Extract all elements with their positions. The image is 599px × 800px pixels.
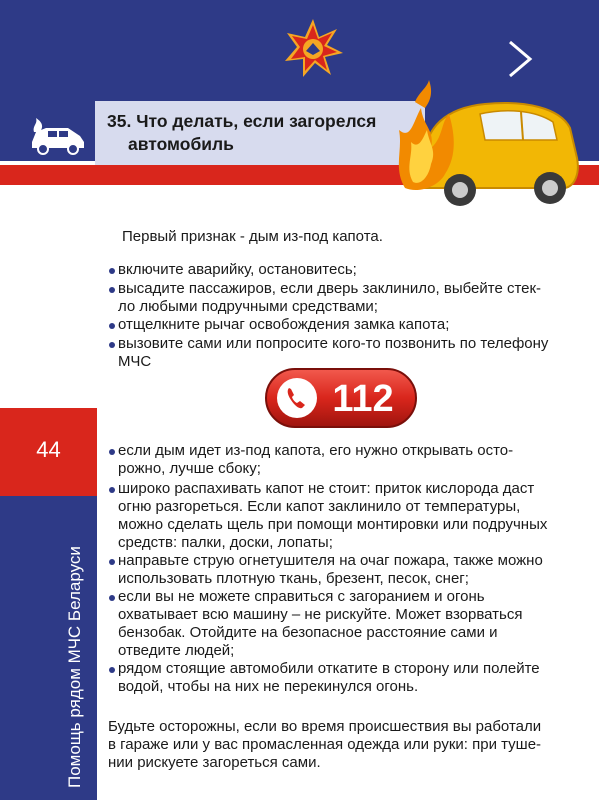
title-box (95, 101, 425, 165)
bullet-icon (109, 268, 115, 274)
list-item-continuation: средств: палки, доски, лопаты; (118, 534, 333, 551)
list-item-continuation: водой, чтобы на них не перекинулся огонь. (118, 678, 419, 695)
page-title-line2: автомобиль (128, 134, 234, 154)
list-item: если вы не можете справиться с загоранием и огонь (118, 588, 485, 605)
bullet-icon (109, 559, 115, 565)
list-item-continuation: ло любыми подручными средствами; (118, 298, 378, 315)
mchs-emblem-icon (282, 18, 344, 80)
bullet-icon (109, 667, 115, 673)
page-title-line1: 35. Что делать, если загорелся (107, 111, 377, 131)
list-item-continuation: отведите людей; (118, 642, 235, 659)
burning-car-illustration (385, 78, 585, 218)
bullet-icon (109, 342, 115, 348)
list-item: если дым идет из-под капота, его нужно открывать осто- (118, 442, 514, 459)
bullet-icon (109, 595, 115, 601)
intro-text: Первый признак - дым из-под капота. (122, 228, 383, 245)
bullet-icon (109, 487, 115, 493)
chevron-right-icon[interactable] (504, 38, 534, 80)
outro-text: в гараже или у вас промасленная одежда или руки: при туше- (108, 736, 542, 753)
page-number: 44 (36, 437, 61, 462)
emergency-112-button[interactable] (265, 368, 417, 428)
list-item-continuation: можно сделать щель при помощи монтировки или подручных (118, 516, 548, 533)
list-item: рядом стоящие автомобили откатите в сторону или полейте (118, 660, 540, 677)
list-item: вызовите сами или попросите кого-то позвонить по телефону (118, 335, 549, 352)
burning-car-icon (28, 112, 88, 156)
list-item: отщелкните рычаг освобождения замка капота; (118, 316, 450, 333)
list-item: включите аварийку, остановитесь; (118, 261, 357, 278)
list-item-continuation: бензобак. Отойдите на безопасное расстояние сами и (118, 624, 498, 641)
bullet-icon (109, 449, 115, 455)
list-item: широко распахивать капот не стоит: приток кислорода даст (118, 480, 535, 497)
outro-text: Будьте осторожны, если во время происшествия вы работали (108, 718, 542, 735)
list-item-continuation: охватывает всю машину – не рискуйте. Может взорваться (118, 606, 523, 623)
list-item-continuation: использовать плотную ткань, брезент, песок, снег; (118, 570, 469, 587)
emergency-number: 112 (332, 378, 394, 420)
list-item-continuation: МЧС (118, 353, 152, 370)
list-item-continuation: огню разгореться. Если капот заклинило от температуры, (118, 498, 521, 515)
series-caption: Помощь рядом МЧС Беларуси (65, 546, 84, 788)
list-item-continuation: рожно, лучше сбоку; (118, 460, 261, 477)
bullet-icon (109, 287, 115, 293)
bullet-icon (109, 323, 115, 329)
list-item: направьте струю огнетушителя на очаг пожара, также можно (118, 552, 543, 569)
list-item: высадите пассажиров, если дверь заклинило, выбейте стек- (118, 280, 542, 297)
outro-text: нии рискуете загореться сами. (108, 754, 321, 771)
